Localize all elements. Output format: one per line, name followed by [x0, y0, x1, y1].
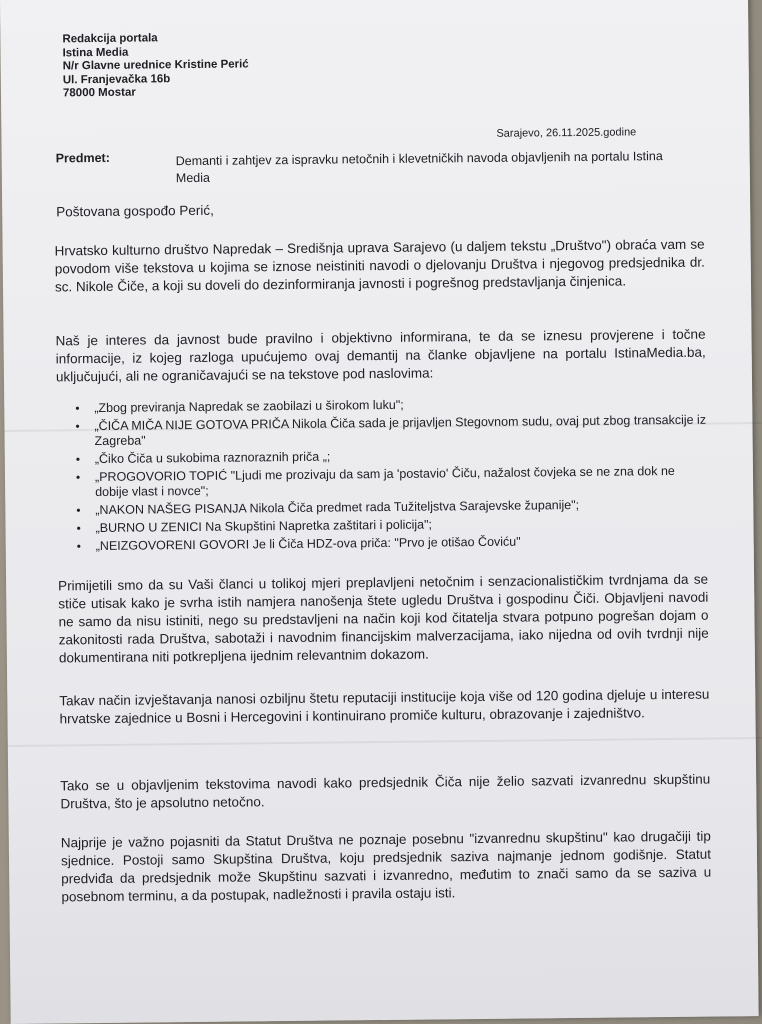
list-item: • „NEIZGOVORENI GOVORI Je li Čiča HDZ-ova priča: "Prvo je otišao Čoviću" [76, 534, 521, 554]
list-item: • „BURNO U ZENICI Na Skupštini Napretka zaštitari i policija"; [76, 517, 433, 536]
address-line: Ul. Franjevačka 16b [62, 72, 171, 86]
address-line: N/r Glavne urednice Kristine Perić [62, 58, 249, 73]
body-paragraph: Naš je interes da javnost bude pravilno i objektivno informirana, te da se iznesu provjerene i točne informacije, iz kojeg razloga upućujemo ovaj demantij na članke objavljene na portalu IstinaMedia.ba, uključujući, ali ne ograničavajući se na tekstove pod naslovima: [55, 326, 706, 385]
body-paragraph: Hrvatsko kulturno društvo Napredak – Središnja uprava Sarajevo (u daljem tekstu „Društvo") obraća vam se povodom više tekstova u kojima se iznose neistiniti navodi o djelovanju Društva i njegovog predsjednika dr. sc. Nikole Čiče, a koji su doveli do dezinformiranja javnosti i pogrešnog predstavljanja činjenica. [54, 236, 705, 295]
address-line: Redakcija portala [62, 32, 158, 46]
list-item: • „NAKON NAŠEG PISANJA Nikola Čiča predmet rada Tužiteljstva Sarajevske županije"; [76, 497, 580, 518]
article-title-list [66, 395, 708, 558]
body-paragraph: Primijetili smo da su Vaši članci u tolikoj mjeri preplavljeni netočnim i senzacionalističkim tvrdnjama da se stiče utisak kako je svrha istih namjera nanošenja štete ugledu Društva i gospodinu Čiči. Objavljeni navodi ne samo da nisu istiniti, nego su predstavljeni na način koji kod čitatelja stvara potpuno pogrešan dojam o zakonitosti rada Društva, sabotaži i navodnim financijskim malverzacijama, iako nijedna od ovih tvrdnji nije dokumentirana niti potkrepljena ijednim relevantnim dokazom. [58, 571, 709, 666]
body-paragraph: Najprije je važno pojasniti da Statut Društva ne poznaje posebnu "izvanrednu skupštinu" kao drugačiji tip sjednice. Postoji samo Skupština Društva, koju predsjednik saziva najmanje jednom godišnje. Statut predviđa da predsjednik može Skupštinu sazvati i izvanredno, međutim to znači samo da se saziva u posebnom terminu, a da postupak, nadležnosti i pravila ostaju isti. [60, 828, 712, 905]
list-item: • „ČIČA MIČA NIJE GOTOVA PRIČA Nikola Čiča sada je prijavljen Stegovnom sudu, ovaj put zbog transakcije iz Zagreba" [75, 412, 707, 449]
list-item: • „PROGOVORIO TOPIĆ "Ljudi me prozivaju da sam ja 'postavio' Čiču, nažalost čovjeka se ne zna dok ne dobije vlast i novce"; [75, 463, 675, 500]
bullet-icon: • [76, 521, 81, 536]
body-paragraph: Tako se u objavljenim tekstovima navodi kako predsjednik Čiča nije želio sazvati izvanrednu skupštinu Društva, što je apsolutno netočno. [60, 771, 711, 812]
bullet-icon: • [75, 419, 80, 434]
bullet-icon: • [76, 539, 82, 554]
bullet-icon: • [76, 503, 81, 518]
recipient-address-block [62, 31, 249, 100]
list-item: • „Čiko Čiča u sukobima raznoraznih priča „; [75, 449, 331, 467]
bullet-icon: • [75, 452, 81, 467]
body-paragraph: Takav način izvještavanja nanosi ozbiljnu štetu reputaciji institucije koja više od 120 godina djeluje u interesu hrvatske zajednice u Bosni i Hercegovini i kontinuirano promiče kulturu, obrazovanje i zajedništvo. [59, 686, 710, 727]
salutation: Poštovana gospođo Perić, [56, 202, 214, 220]
bullet-icon: • [75, 401, 80, 416]
subject-text: Demanti i zahtjev za ispravku netočnih i klevetničkih navoda objavljenih na portalu Istina Media [175, 149, 663, 186]
bullet-icon: • [75, 470, 81, 485]
address-line: Istina Media [62, 46, 129, 59]
letter-date: Sarajevo, 26.11.2025.godine [496, 126, 637, 140]
address-line: 78000 Mostar [62, 86, 136, 100]
list-item: • „Zbog previranja Napredak se zaobilazi u širokom luku"; [75, 397, 404, 416]
subject-label: Predmet: [55, 150, 110, 166]
paper-fold [8, 737, 762, 747]
